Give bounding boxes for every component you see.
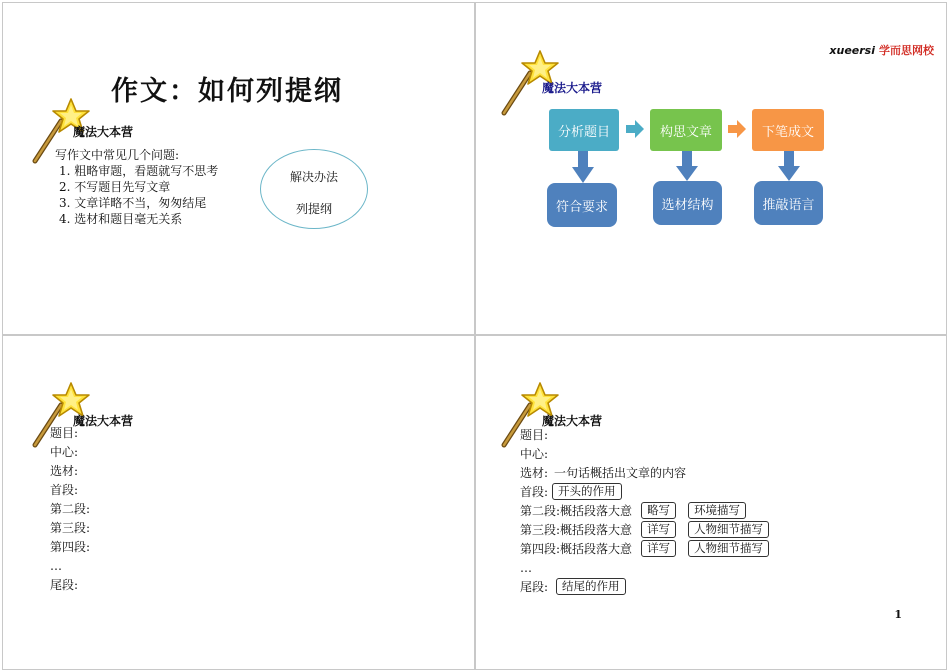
outline-row-first: [520, 483, 769, 502]
arrow-down-icon: [572, 151, 594, 183]
problem-item: 3. 文章详略不当，匆匆结尾: [59, 196, 207, 210]
p4-tag-type: 人物细节描写: [688, 540, 769, 557]
slide-3: [2, 335, 475, 670]
problem-list: [55, 147, 218, 227]
step-analyze-box: 分析题目: [549, 109, 619, 151]
solution-line-2: 列提纲: [295, 202, 332, 216]
camp-label: 魔法大本营: [542, 81, 603, 95]
title-label: 题目:: [520, 428, 549, 442]
slide-4: [475, 335, 947, 670]
outline-row: 选材:: [50, 464, 79, 478]
material-text: 一句话概括出文章的内容: [554, 466, 687, 480]
result-requirements-box: 符合要求: [547, 183, 617, 227]
first-label: 首段:: [520, 485, 549, 499]
camp-label: 魔法大本营: [73, 414, 134, 428]
outline-row: 第三段:: [50, 521, 91, 535]
p3-text: 概括段落大意: [560, 523, 633, 537]
solution-ellipse: [260, 149, 368, 229]
problem-item: 2. 不写题目先写文章: [59, 180, 171, 194]
p3-label: 第三段:: [520, 523, 561, 537]
problem-item: 1. 粗略审题，看题就写不思考: [59, 164, 219, 178]
problem-item: 4. 选材和题目毫无关系: [59, 212, 183, 226]
brand-logo: [829, 42, 934, 58]
p2-label: 第二段:: [520, 504, 561, 518]
step-write-box: 下笔成文: [752, 109, 824, 151]
outline-row-p2: [520, 502, 769, 521]
p2-text: 概括段落大意: [560, 504, 633, 518]
step-plan-box: 构思文章: [650, 109, 722, 151]
outline-row: 题目:: [50, 426, 79, 440]
filled-outline: [520, 426, 769, 597]
p4-text: 概括段落大意: [560, 542, 633, 556]
outline-row-center: [520, 445, 769, 464]
camp-label: 魔法大本营: [542, 414, 603, 428]
logo-latin: xueersi: [829, 44, 875, 57]
arrow-right-icon: [626, 120, 644, 138]
arrow-down-icon: [676, 151, 698, 181]
p3-tag-type: 人物细节描写: [688, 521, 769, 538]
outline-row: 第四段:: [50, 540, 91, 554]
p2-tag-type: 环境描写: [688, 502, 746, 519]
arrow-down-icon: [778, 151, 800, 181]
arrow-right-icon: [728, 120, 746, 138]
end-label: 尾段:: [520, 580, 549, 594]
outline-row-end: [520, 578, 769, 597]
slide-title: 作文：如何列提纲: [111, 76, 343, 107]
problems-heading: 写作文中常见几个问题:: [55, 148, 180, 162]
outline-row-title: [520, 426, 769, 445]
outline-row-p3: [520, 521, 769, 540]
outline-row: …: [50, 559, 62, 573]
outline-row: 首段:: [50, 483, 79, 497]
result-language-box: 推敲语言: [754, 181, 823, 225]
p3-tag-detail: 详写: [641, 521, 676, 538]
slide-2: [475, 2, 947, 335]
outline-row-p4: [520, 540, 769, 559]
camp-label: 魔法大本营: [73, 125, 134, 139]
center-label: 中心:: [520, 447, 549, 461]
page-number: 1: [894, 608, 902, 621]
first-tag: 开头的作用: [552, 483, 622, 500]
solution-line-1: 解决办法: [289, 170, 338, 184]
p4-tag-detail: 详写: [641, 540, 676, 557]
p2-tag-detail: 略写: [641, 502, 676, 519]
material-label: 选材:: [520, 466, 549, 480]
outline-row: 第二段:: [50, 502, 91, 516]
outline-row: 尾段:: [50, 578, 79, 592]
slide-1: [2, 2, 475, 335]
p4-label: 第四段:: [520, 542, 561, 556]
outline-row-ellipsis: …: [520, 561, 532, 575]
outline-row: 中心:: [50, 445, 79, 459]
blank-outline: [50, 424, 90, 595]
logo-cn: 学而思网校: [879, 44, 934, 57]
result-structure-box: 选材结构: [653, 181, 722, 225]
outline-row-material: [520, 464, 769, 483]
end-tag: 结尾的作用: [556, 578, 626, 595]
